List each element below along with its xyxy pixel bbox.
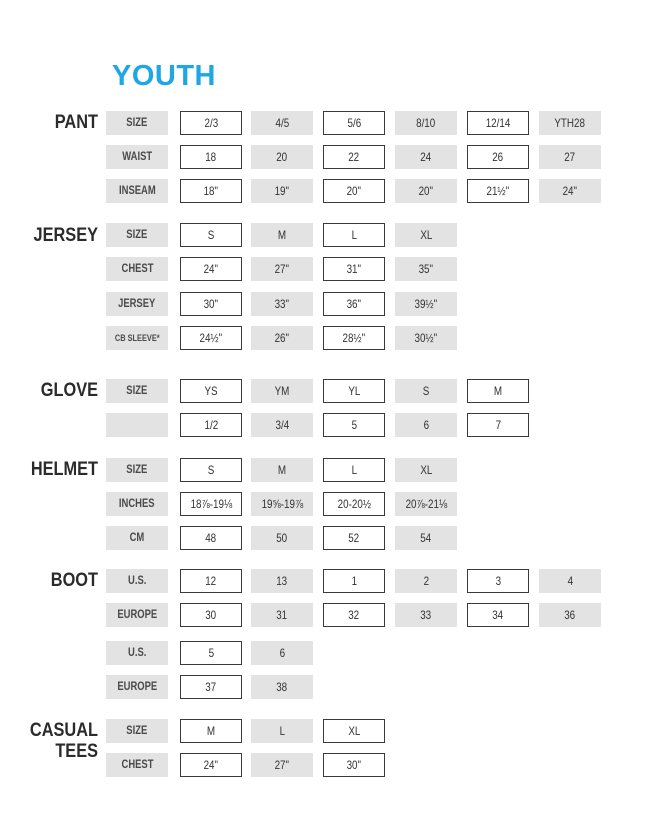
size-cell [251, 526, 313, 550]
row-label [106, 458, 168, 482]
size-cell [323, 379, 385, 403]
size-cell-text: 6 [423, 418, 429, 432]
row-label [106, 179, 168, 203]
size-cell-text: 1 [351, 574, 357, 588]
size-cell-text: 36 [564, 608, 576, 622]
row-label-text: SIZE [126, 725, 148, 737]
size-cell-text: 27" [274, 758, 290, 772]
size-cell-text: 24½" [199, 331, 223, 345]
size-cell [467, 569, 529, 593]
size-cell-text: 30" [346, 758, 362, 772]
size-cell [251, 603, 313, 627]
size-cell [180, 641, 242, 665]
size-cell [180, 413, 242, 437]
size-cell [539, 145, 601, 169]
size-cell-text: 37 [205, 680, 217, 694]
size-cell [395, 458, 457, 482]
row-label [106, 223, 168, 247]
size-cell-text: 5 [208, 646, 214, 660]
section-label: BOOT [50, 570, 98, 591]
size-cell-text: 33" [274, 297, 290, 311]
size-cell-text: 34 [492, 608, 504, 622]
size-cell [467, 111, 529, 135]
size-cell [395, 569, 457, 593]
size-cell [180, 379, 242, 403]
size-cell [251, 326, 313, 350]
size-cell-text: YTH28 [554, 116, 586, 130]
size-cell-text: 8/10 [416, 116, 436, 130]
size-cell [180, 111, 242, 135]
size-cell [323, 569, 385, 593]
size-cell-text: 36" [346, 297, 362, 311]
size-cell-text: 30 [205, 608, 217, 622]
size-cell-text: 7 [495, 418, 501, 432]
size-cell-text: 3 [495, 574, 501, 588]
row-label-text: SIZE [126, 117, 148, 129]
size-cell-text: 50 [276, 531, 288, 545]
size-cell-text: 28½" [342, 331, 366, 345]
section-label: HELMET [30, 459, 98, 480]
size-cell [323, 179, 385, 203]
page-title: YOUTH [112, 60, 216, 92]
size-cell-text: 5 [351, 418, 357, 432]
size-cell-text: YM [274, 384, 290, 398]
size-cell-text: 19" [274, 184, 290, 198]
size-cell [467, 603, 529, 627]
size-cell-text: 18" [203, 184, 219, 198]
row-label [106, 111, 168, 135]
size-cell [395, 145, 457, 169]
size-cell-text: 39½" [414, 297, 438, 311]
size-cell-text: 13 [276, 574, 288, 588]
size-cell [180, 179, 242, 203]
size-cell [539, 179, 601, 203]
section-label-line: CASUAL [29, 720, 99, 741]
row-label-text: EUROPE [117, 681, 157, 693]
size-cell-text: 24" [203, 758, 219, 772]
size-cell [323, 753, 385, 777]
row-label-text: CB SLEEVE* [114, 333, 160, 343]
row-label-text: U.S. [127, 647, 147, 659]
section-label-casual-tees [3, 720, 98, 762]
size-cell [323, 413, 385, 437]
size-cell [467, 379, 529, 403]
row-label [106, 492, 168, 516]
size-cell [467, 145, 529, 169]
size-cell-text: 4 [567, 574, 573, 588]
size-cell [395, 111, 457, 135]
size-cell-text: 22 [348, 150, 360, 164]
size-cell [180, 492, 242, 516]
size-cell [180, 569, 242, 593]
size-cell-text: XL [419, 228, 433, 242]
size-cell [395, 379, 457, 403]
size-cell-text: L [279, 724, 285, 738]
size-cell [251, 492, 313, 516]
size-cell [323, 111, 385, 135]
row-label [106, 603, 168, 627]
size-cell-text: 30" [203, 297, 219, 311]
size-cell [395, 257, 457, 281]
size-cell-text: 6 [279, 646, 285, 660]
row-label [106, 292, 168, 316]
size-cell-text: S [422, 384, 430, 398]
size-cell-text: 3/4 [275, 418, 289, 432]
size-cell-text: M [277, 228, 287, 242]
size-cell [395, 292, 457, 316]
row-label [106, 257, 168, 281]
size-cell-text: 2 [423, 574, 429, 588]
size-cell [395, 603, 457, 627]
size-cell [251, 458, 313, 482]
row-label-text: INCHES [119, 498, 155, 510]
size-cell-text: 20" [418, 184, 434, 198]
row-label-text: JERSEY [118, 298, 156, 310]
size-cell-text: 12 [205, 574, 217, 588]
size-cell [180, 292, 242, 316]
size-cell [251, 379, 313, 403]
size-cell [251, 292, 313, 316]
size-cell [251, 413, 313, 437]
size-cell-text: 24" [203, 262, 219, 276]
row-label-text: SIZE [126, 385, 148, 397]
size-cell-text: 5/6 [347, 116, 361, 130]
size-cell-text: 18 [205, 150, 217, 164]
size-cell [251, 223, 313, 247]
size-cell-text: 2/3 [204, 116, 218, 130]
size-cell-text: YL [347, 384, 361, 398]
size-cell-text: YS [204, 384, 218, 398]
size-cell [180, 326, 242, 350]
row-label-text: INSEAM [118, 185, 156, 197]
row-label-text: CHEST [121, 263, 153, 275]
row-label [106, 526, 168, 550]
size-cell [251, 145, 313, 169]
size-cell [180, 675, 242, 699]
size-cell-text: 32 [348, 608, 360, 622]
size-cell-text: 20 [276, 150, 288, 164]
size-cell [395, 179, 457, 203]
size-cell [251, 111, 313, 135]
size-cell-text: M [206, 724, 216, 738]
size-cell-text: 30½" [414, 331, 438, 345]
size-cell [323, 492, 385, 516]
size-cell [180, 458, 242, 482]
size-cell [467, 413, 529, 437]
size-cell-text: 20" [346, 184, 362, 198]
size-cell-text: 1/2 [204, 418, 218, 432]
size-cell [323, 145, 385, 169]
size-cell [323, 526, 385, 550]
size-cell-text: 35" [418, 262, 434, 276]
size-cell [323, 719, 385, 743]
size-cell [539, 111, 601, 135]
size-cell-text: XL [419, 463, 433, 477]
size-cell-text: 19⅝-19⅞ [261, 497, 303, 511]
size-cell [395, 223, 457, 247]
row-label-text: WAIST [122, 151, 152, 163]
size-cell [251, 179, 313, 203]
size-cell-text: 26 [492, 150, 504, 164]
section-label-line: TEES [55, 741, 98, 762]
size-cell [323, 257, 385, 281]
size-cell-text: 27" [274, 262, 290, 276]
size-cell-text: 31 [276, 608, 288, 622]
size-cell-text: 27 [564, 150, 576, 164]
size-cell-text: 38 [276, 680, 288, 694]
size-cell-text: 52 [348, 531, 360, 545]
row-label-text: EUROPE [117, 609, 157, 621]
size-cell-text: S [207, 228, 215, 242]
size-cell [251, 257, 313, 281]
row-label-text: SIZE [126, 464, 148, 476]
size-cell-text: 20-20½ [337, 497, 371, 511]
row-label [106, 641, 168, 665]
size-cell-text: 18⅞-19⅛ [190, 497, 232, 511]
size-cell-text: XL [347, 724, 361, 738]
size-cell [251, 641, 313, 665]
size-cell [323, 326, 385, 350]
section-label: JERSEY [33, 225, 98, 246]
size-cell [539, 569, 601, 593]
size-cell-text: 24 [420, 150, 432, 164]
row-label [106, 719, 168, 743]
size-cell-text: 31" [346, 262, 362, 276]
size-cell [323, 223, 385, 247]
size-cell-text: 54 [420, 531, 432, 545]
size-cell [395, 526, 457, 550]
size-cell-text: M [493, 384, 503, 398]
size-cell [251, 675, 313, 699]
size-cell [323, 292, 385, 316]
size-cell-text: 20⅞-21⅛ [405, 497, 447, 511]
row-label [106, 379, 168, 403]
size-cell-text: 24" [562, 184, 578, 198]
size-cell [180, 603, 242, 627]
section-label: PANT [54, 112, 98, 133]
size-cell [180, 719, 242, 743]
size-cell-text: 48 [205, 531, 217, 545]
row-label [106, 413, 168, 437]
size-cell [323, 603, 385, 627]
size-cell [180, 223, 242, 247]
size-cell [395, 326, 457, 350]
row-label [106, 569, 168, 593]
size-cell-text: L [351, 463, 357, 477]
row-label-text: U.S. [127, 575, 147, 587]
size-cell [251, 569, 313, 593]
size-cell [180, 145, 242, 169]
size-cell [180, 526, 242, 550]
size-cell-text: L [351, 228, 357, 242]
size-cell [395, 492, 457, 516]
row-label-text: SIZE [126, 229, 148, 241]
size-cell-text: M [277, 463, 287, 477]
row-label [106, 675, 168, 699]
size-cell [467, 179, 529, 203]
size-cell-text: 26" [274, 331, 290, 345]
size-cell [180, 257, 242, 281]
size-cell-text: 4/5 [275, 116, 289, 130]
size-cell-text: 12/14 [485, 116, 511, 130]
size-cell [251, 753, 313, 777]
size-cell-text: 33 [420, 608, 432, 622]
row-label [106, 753, 168, 777]
size-cell-text: 21½" [486, 184, 510, 198]
row-label [106, 145, 168, 169]
row-label-text: CM [129, 532, 145, 544]
section-label: GLOVE [40, 380, 98, 401]
size-cell [323, 458, 385, 482]
size-cell [395, 413, 457, 437]
size-cell [180, 753, 242, 777]
size-cell-text: S [207, 463, 215, 477]
size-cell [539, 603, 601, 627]
row-label-text: CHEST [121, 759, 153, 771]
size-cell [251, 719, 313, 743]
row-label [106, 326, 168, 350]
